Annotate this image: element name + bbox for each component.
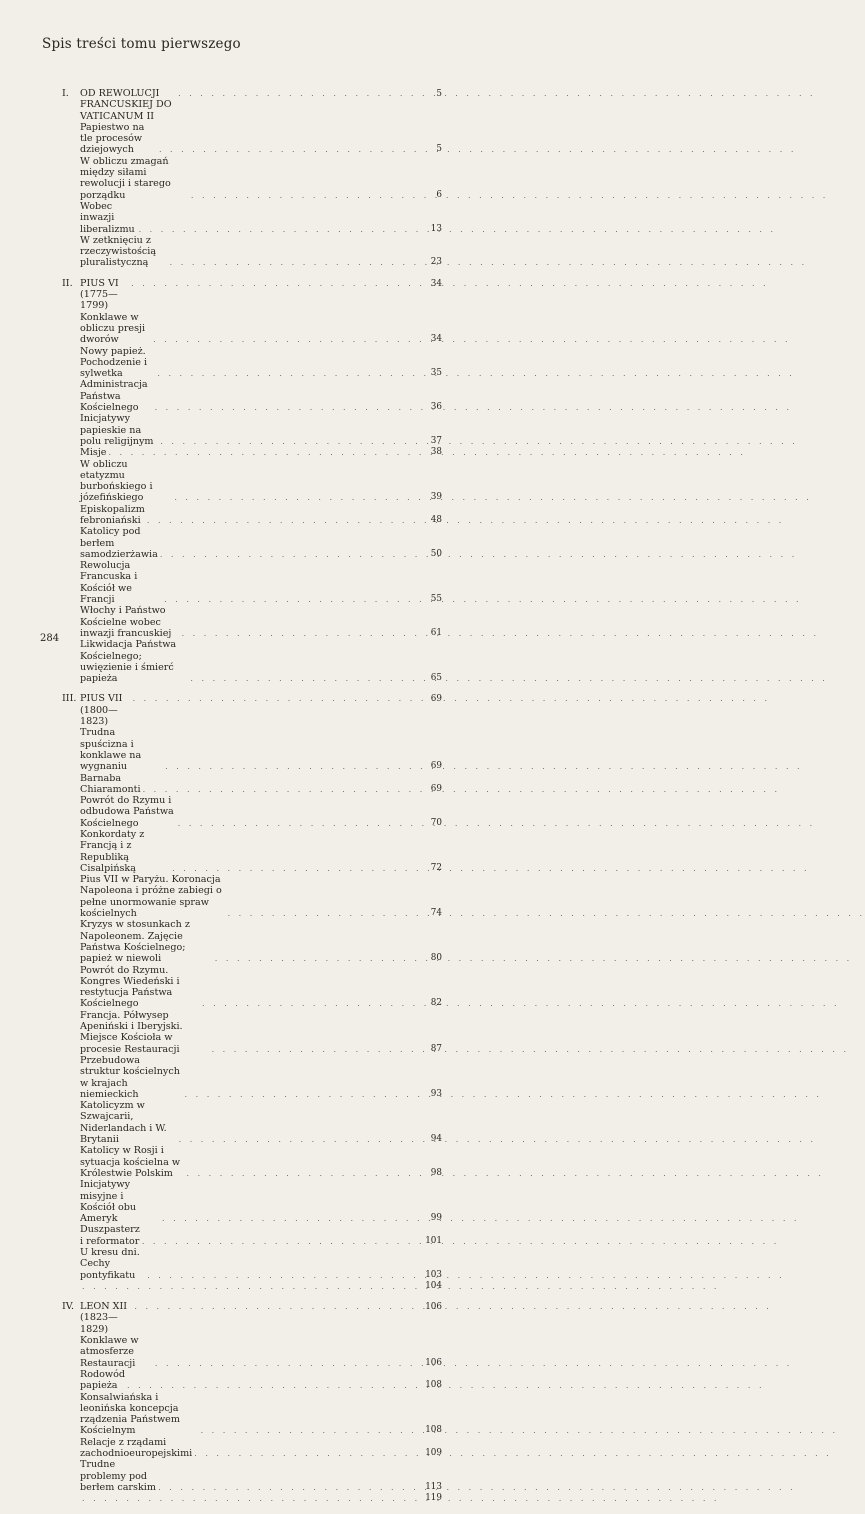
entry-page: 34 <box>430 334 442 345</box>
leader-dots <box>182 628 422 639</box>
leader-dots <box>191 190 422 201</box>
leader-dots <box>82 1281 422 1292</box>
toc-entry <box>70 526 442 560</box>
section-number: IV. <box>62 1301 75 1313</box>
entry-page: 35 <box>430 368 442 379</box>
section-number: II. <box>62 277 73 289</box>
entry-page: 101 <box>425 1235 442 1246</box>
toc-entry <box>70 201 442 235</box>
leader-dots <box>162 1213 422 1224</box>
leader-dots <box>147 515 422 526</box>
toc-entry <box>70 1335 442 1369</box>
leader-dots <box>179 1134 422 1145</box>
entry-title: U kresu dni. Cechy pontyfikatu <box>80 1246 140 1281</box>
entry-title: Konklawe w obliczu presji dworów <box>80 311 146 346</box>
entry-title: Kryzys w stosunkach z Napoleonem. Zajęcie Państwa Kościelnego; papież w niewoli <box>80 919 190 965</box>
toc-entry <box>70 1010 442 1055</box>
toc-entry <box>70 1369 442 1392</box>
entry-title: Administracja Państwa Kościelnego <box>80 379 148 414</box>
toc-entry <box>70 1224 442 1247</box>
entry-title: Relacje z rządami zachodnioeuropejskimi <box>80 1436 193 1460</box>
entry-title: Rewolucja Francuska i Kościół we Francji <box>80 560 138 606</box>
leader-dots <box>202 998 422 1009</box>
entry-page: 70 <box>430 817 442 828</box>
entry-page: 94 <box>430 1134 442 1145</box>
entry-title: Konsalwiańska i leonińska koncepcja rządzenia Państwem Kościelnym <box>80 1391 180 1437</box>
toc-entry <box>70 1459 442 1493</box>
leader-dots <box>139 224 422 235</box>
leader-dots <box>143 784 422 795</box>
leader-dots <box>147 1270 422 1281</box>
entry-page: 108 <box>425 1425 442 1436</box>
section-heading <box>62 278 442 312</box>
toc-entry <box>70 1179 442 1224</box>
toc-entry <box>70 1437 442 1460</box>
section-title: OD REWOLUCJI FRANCUSKIEJ DO VATICANUM II <box>80 88 172 122</box>
entry-page: 80 <box>430 953 442 964</box>
toc-section <box>62 1301 442 1504</box>
entry-page: 113 <box>425 1481 442 1492</box>
entry-title: Włochy i Państwo Kościelne wobec inwazji francuskiej <box>80 605 172 639</box>
section-title: PIUS VI (1775—1799) <box>80 277 119 312</box>
entry-title: W obliczu etatyzmu burbońskiego i józefińskiego <box>80 458 153 504</box>
leader-dots <box>158 1482 422 1493</box>
entry-title: Barnaba Chiaramonti <box>80 772 141 795</box>
section-title: PIUS VII (1800—1823) <box>80 693 123 728</box>
toc-entry <box>70 413 442 447</box>
leader-dots <box>155 402 422 413</box>
toc-entry <box>70 1145 442 1179</box>
entry-title: Inicjatywy papieskie na polu religijnym <box>80 413 154 447</box>
toc-entry <box>70 829 442 874</box>
entry-title: Powrót do Rzymu. Kongres Wiedeński i restytucja Państwa Kościelnego <box>80 964 180 1010</box>
entry-page: 65 <box>430 673 442 684</box>
entry-title: Francja. Półwysep Apeniński i Iberyjski. Miejsce Kościoła w procesie Restauracji <box>80 1009 183 1055</box>
entry-title: Episkopalizm febroniański <box>80 503 145 526</box>
toc-entry <box>70 773 442 796</box>
toc-entry <box>70 919 442 964</box>
toc-section <box>62 277 442 685</box>
section-page: 34 <box>430 278 442 289</box>
leader-dots <box>127 1380 422 1391</box>
leader-dots <box>190 673 422 684</box>
toc-entry <box>70 379 442 413</box>
entry-title: Konkordaty z Francją i z Republiką Cisalpińską <box>80 829 145 874</box>
entry-title: Katolicy pod berłem samodzierżawia <box>80 526 158 560</box>
leader-dots <box>160 436 422 447</box>
entry-page: 103 <box>425 1269 442 1280</box>
leader-dots <box>155 1358 422 1369</box>
toc-entry <box>70 235 442 269</box>
toc-entry <box>70 122 442 156</box>
section-heading <box>62 1301 442 1335</box>
entry-page: 39 <box>430 492 442 503</box>
leader-dots <box>142 1236 422 1247</box>
leader-dots <box>170 257 422 268</box>
leader-dots <box>157 368 422 379</box>
entry-title: Pius VII w Paryżu. Koronacja Napoleona i próżne zabiegi o pełne unormowanie spraw kościelnych <box>80 874 222 920</box>
entry-page: 98 <box>430 1167 442 1178</box>
leader-dots <box>108 447 422 458</box>
toc-entry <box>70 312 442 346</box>
entry-title: Trudna spuścizna i konklawe na wygnaniu <box>80 727 142 773</box>
leader-dots <box>164 594 422 605</box>
leader-dots <box>178 88 422 99</box>
entry-page: 48 <box>430 514 442 525</box>
entry-page: 38 <box>430 447 442 458</box>
entry-page: 93 <box>430 1088 442 1099</box>
entry-title: Wobec inwazji liberalizmu <box>80 200 135 235</box>
toc-entry <box>70 346 442 380</box>
page-number: 284 <box>40 633 60 644</box>
entry-page: 104 <box>425 1280 442 1291</box>
leader-dots <box>131 278 422 289</box>
entry-page: 119 <box>425 1493 442 1504</box>
entry-title: W zetknięciu z rzeczywistością pluralistyczną <box>80 234 157 269</box>
entry-page: 82 <box>430 998 442 1009</box>
entry-title: Duszpasterz i reformator <box>80 1224 140 1247</box>
toc-entry <box>70 459 442 504</box>
leader-dots <box>201 1425 422 1436</box>
entry-page: 61 <box>430 627 442 638</box>
table-of-contents <box>62 88 442 1514</box>
entry-page: 37 <box>430 435 442 446</box>
toc-entry <box>70 447 442 458</box>
entry-page: 5 <box>436 144 442 155</box>
entry-title: Powrót do Rzymu i odbudowa Państwa Kościelnego <box>80 795 174 829</box>
leader-dots <box>228 908 422 919</box>
leader-dots <box>133 693 422 704</box>
entry-title: W obliczu zmagań między siłami rewolucji i starego porządku <box>80 155 171 201</box>
toc-entry <box>70 1100 442 1145</box>
entry-page: 23 <box>430 257 442 268</box>
entry-page: 69 <box>430 783 442 794</box>
page-title: Spis treści tomu pierwszego <box>42 36 241 52</box>
entry-title: Katolicy w Rosji i sytuacja kościelna w Królestwie Polskim <box>80 1145 181 1179</box>
leader-dots <box>153 334 422 345</box>
leader-dots <box>215 953 422 964</box>
entry-page: 6 <box>436 189 442 200</box>
leader-dots <box>134 1301 422 1312</box>
entry-title: Przebudowa struktur kościelnych w krajach niemieckich <box>80 1054 180 1100</box>
entry-page: 50 <box>430 548 442 559</box>
toc-entry <box>70 504 442 527</box>
leader-dots <box>174 492 422 503</box>
leader-dots <box>178 818 422 829</box>
leader-dots <box>194 1448 422 1459</box>
toc-entry <box>70 1055 442 1100</box>
toc-section <box>62 693 442 1292</box>
entry-page: 13 <box>430 223 442 234</box>
leader-dots <box>82 1493 422 1504</box>
entry-page: 74 <box>430 908 442 919</box>
entry-title: Trudne problemy pod berłem carskim <box>80 1459 156 1493</box>
toc-entry <box>70 965 442 1010</box>
entry-title: Katolicyzm w Szwajcarii, Niderlandach i W. Brytanii <box>80 1100 167 1146</box>
section-title: LEON XII (1823—1829) <box>80 1301 128 1335</box>
toc-entry <box>70 1392 442 1437</box>
entry-page: 69 <box>430 761 442 772</box>
entry-page: 72 <box>430 862 442 873</box>
section-page: 106 <box>425 1302 442 1313</box>
section-heading <box>62 693 442 727</box>
toc-section <box>62 88 442 269</box>
leader-dots <box>160 549 422 560</box>
entry-page: 99 <box>430 1213 442 1224</box>
section-number: I. <box>62 88 69 99</box>
entry-title: Likwidacja Państwa Kościelnego; uwięzienie i śmierć papieża <box>80 639 177 685</box>
section-number: III. <box>62 693 77 705</box>
section-page: 69 <box>430 694 442 705</box>
toc-entry <box>70 795 442 829</box>
entry-title: Nowy papież. Pochodzenie i sylwetka <box>80 345 148 380</box>
entry-title: Konklawe w atmosferze Restauracji <box>80 1335 139 1369</box>
leader-dots <box>212 1044 422 1055</box>
entry-title: Misje <box>80 447 107 459</box>
entry-page: 106 <box>425 1357 442 1368</box>
toc-entry <box>70 727 442 772</box>
entry-page: 109 <box>425 1448 442 1459</box>
section-page: 5 <box>436 89 442 99</box>
leader-dots <box>165 761 422 772</box>
section-heading <box>62 88 442 122</box>
leader-dots <box>187 1168 423 1179</box>
entry-page: 87 <box>430 1043 442 1054</box>
toc-entry <box>70 874 442 919</box>
leader-dots <box>172 863 422 874</box>
entry-page: 36 <box>430 402 442 413</box>
toc-entry <box>70 1247 442 1281</box>
toc-entry <box>70 605 442 639</box>
toc-entry <box>70 560 442 605</box>
toc-entry <box>70 1493 442 1504</box>
entry-title: Rodowód papieża <box>80 1368 126 1392</box>
leader-dots <box>185 1089 422 1100</box>
entry-page: 55 <box>430 594 442 605</box>
entry-title: Inicjatywy misyjne i Kościół obu Ameryk <box>80 1179 137 1225</box>
toc-entry <box>70 1281 442 1292</box>
toc-entry <box>70 639 442 684</box>
toc-entry <box>70 156 442 201</box>
leader-dots <box>159 144 422 155</box>
entry-title: Papiestwo na tle procesów dziejowych <box>80 121 145 156</box>
entry-page: 108 <box>425 1380 442 1391</box>
